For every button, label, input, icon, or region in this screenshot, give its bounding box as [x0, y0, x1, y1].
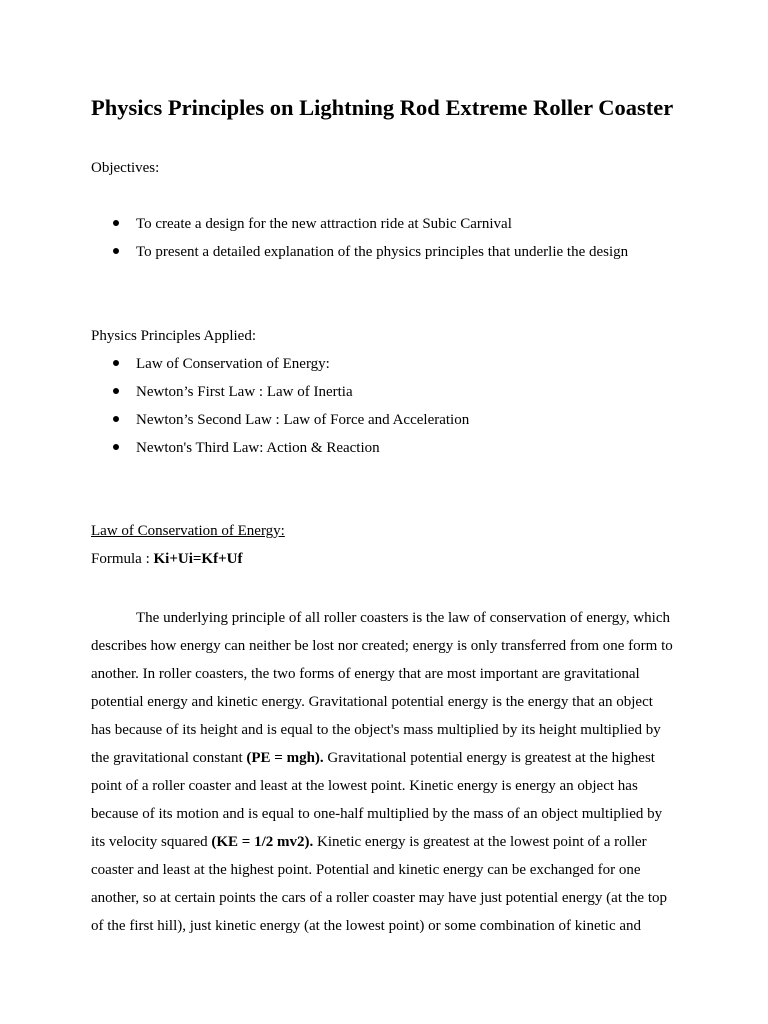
- bullet-icon: [113, 388, 119, 394]
- body-paragraph: [91, 604, 681, 940]
- paragraph-line: another, so at certain points the cars of a roller coaster may have just potential energy (at the top: [91, 890, 667, 906]
- principles-heading: Physics Principles Applied:: [91, 328, 256, 344]
- paragraph-line: has because of its height and is equal to the object's mass multiplied by its height multiplied by: [91, 722, 661, 738]
- formula-value: Ki+Ui=Kf+Uf: [153, 551, 243, 567]
- bullet-icon: [113, 444, 119, 450]
- paragraph-line: describes how energy can neither be lost nor created; energy is only transferred from one form to: [91, 638, 673, 654]
- bullet-icon: [113, 220, 119, 226]
- bullet-icon: [113, 248, 119, 254]
- paragraph-line: the gravitational constant (PE = mgh). Gravitational potential energy is greatest at the highest: [91, 750, 655, 766]
- paragraph-line: another. In roller coasters, the two forms of energy that are most important are gravitational: [91, 666, 640, 682]
- bullet-icon: [113, 360, 119, 366]
- paragraph-line: its velocity squared (KE = 1/2 mv2). Kinetic energy is greatest at the lowest point of a roller: [91, 834, 647, 850]
- formula-label: Formula :: [91, 551, 154, 567]
- paragraph-line: potential energy and kinetic energy. Gravitational potential energy is the energy that an object: [91, 694, 653, 710]
- objectives-heading: Objectives:: [91, 160, 160, 176]
- bullet-icon: [113, 416, 119, 422]
- ke-formula: (KE = 1/2 mv2).: [211, 834, 314, 850]
- paragraph-line: of the first hill), just kinetic energy (at the lowest point) or some combination of kinetic and: [91, 918, 642, 934]
- document-title: Physics Principles on Lightning Rod Extreme Roller Coaster: [91, 95, 674, 120]
- section-heading: Law of Conservation of Energy:: [91, 523, 285, 539]
- formula-line: [91, 549, 242, 569]
- pe-formula: (PE = mgh).: [246, 750, 324, 766]
- paragraph-line: point of a roller coaster and least at the lowest point. Kinetic energy is energy an object has: [91, 778, 638, 794]
- paragraph-line: because of its motion and is equal to one-half multiplied by the mass of an object multiplied by: [91, 806, 663, 822]
- paragraph-line: The underlying principle of all roller coasters is the law of conservation of energy, which: [136, 610, 670, 626]
- paragraph-line: coaster and least at the highest point. Potential and kinetic energy can be exchanged for one: [91, 862, 641, 878]
- document-page: Physics Principles on Lightning Rod Extreme Roller Coaster Objectives: To create a design for the new attraction ride at Subic Carnival To present a detailed explanation of the physics principles that underlie the design Physics Principles Applied: Law of Conservation of Energy: Newton’s First Law : Law of Inertia Newton’s Second Law : Law of Force and Acceleration Newton's Third Law: Action & Reaction Law of Conservation of Energy: Formula : Ki+Ui=Kf+Uf The underlying principle of all roller coasters is the law of conservation of energy, which describes how energy can neither be lost nor created; energy is only transferred from one form to another. In roller coasters, the two forms of energy that are most important are gravitational potential energy and kinetic energy. Gravitational potential energy is the energy that an object has because of its height and is equal to the object's mass multiplied by its height multiplied by the gravitational constant (PE = mgh). Gravitational potential energy is greatest at the highest point of a roller coaster and least at the lowest point. Kinetic energy is energy an object has because of its motion and is equal to one-half multiplied by the mass of an object multiplied by its velocity squared (KE = 1/2 mv2). Kinetic energy is greatest at the lowest point of a roller coaster and least at the highest point. Potential and kinetic energy can be exchanged for one another, so at certain points the cars of a roller coaster may have just potential energy (at the top of the first hill), just kinetic energy (at the lowest point) or some combination of kinetic and: [0, 0, 768, 1024]
